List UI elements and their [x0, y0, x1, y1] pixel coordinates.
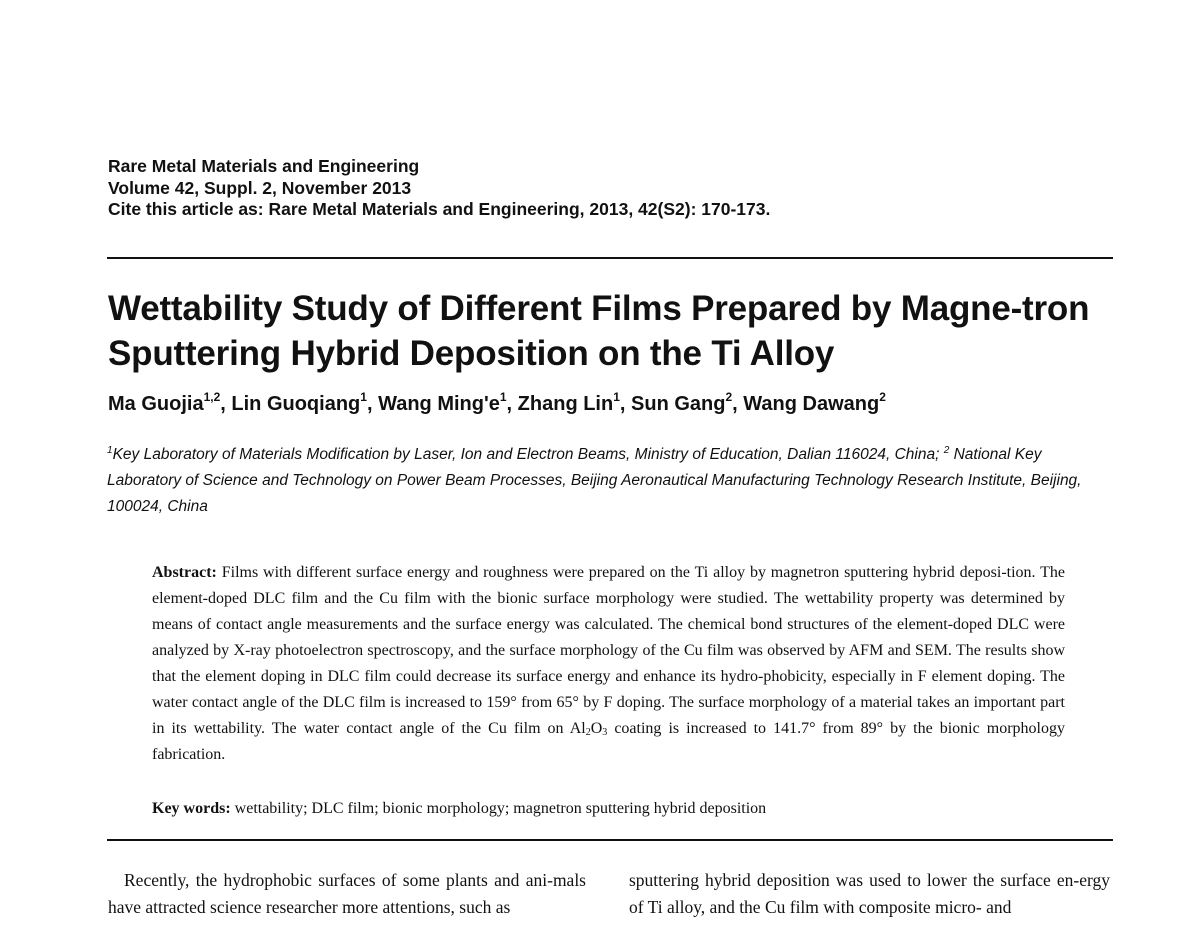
author	[378, 390, 518, 415]
author-separator: ,	[732, 393, 744, 415]
abstract	[152, 560, 1065, 768]
affiliation-text: National Key Laboratory of Science and Technology on Power Beam Processes, Beijing Aeronautical Manufacturing Technology Research Institute, Beijing, 100024, China	[107, 446, 1082, 515]
author	[517, 390, 632, 415]
author-separator: ,	[366, 393, 379, 415]
author-affiliation-mark: 2	[725, 390, 733, 404]
author	[231, 390, 379, 415]
keywords	[152, 796, 1065, 822]
journal-volume: Volume 42, Suppl. 2, November 2013	[108, 177, 412, 198]
author	[108, 390, 232, 415]
body-left-column: Recently, the hydrophobic surfaces of some plants and ani-mals have attracted science researcher more attentions, such as	[108, 870, 586, 917]
author-separator: ,	[506, 393, 518, 415]
author-affiliation-mark: 2	[879, 390, 886, 404]
author-name: Wang Dawang	[743, 393, 880, 415]
journal-header	[108, 156, 770, 221]
author-name: Lin Guoqiang	[231, 393, 361, 415]
journal-name: Rare Metal Materials and Engineering	[108, 156, 420, 176]
keywords-text: wettability; DLC film; bionic morphology; magnetron sputtering hybrid deposition	[230, 800, 767, 817]
author	[743, 390, 886, 415]
author-affiliation-mark: 1	[613, 390, 620, 404]
author-affiliation-mark: 1,2	[203, 390, 221, 404]
affiliation-mark: 1	[107, 445, 113, 456]
author-affiliation-mark: 1	[360, 390, 367, 404]
abstract-label: Abstract:	[152, 564, 217, 581]
abstract-text: Films with different surface energy and roughness were prepared on the Ti alloy by magnetron sputtering hybrid deposi-tion. The element-doped DLC film and the Cu film with the bionic surface morphology were studied. The wettability property was determined by means of contact angle measurements and the surface energy was calculated. The chemical bond structures of the element-doped DLC were analyzed by X-ray photoelectron spectroscopy, and the surface morphology of the Cu film was observed by AFM and SEM. The results show that the element doping in DLC film could decrease its surface energy and enhance its hydro-phobicity, especially in F element doping. The water contact angle of the DLC film is increased to 159° from 65° by F doping. The surface morphology of a material takes an important part in its wettability. The water contact angle of the Cu film on Al	[152, 564, 1065, 737]
formula-subscript: 2	[585, 727, 591, 738]
abstract-text: coating is increased to 141.7° from 89° by the bionic morphology fabrication.	[152, 720, 1065, 763]
keywords-label: Key words:	[152, 800, 231, 817]
author-list	[108, 390, 886, 418]
author-name: Zhang Lin	[517, 393, 614, 415]
body-right-column: sputtering hybrid deposition was used to lower the surface en-ergy of Ti alloy, and the Cu film with composite micro- and	[629, 870, 1110, 917]
author-name: Sun Gang	[631, 393, 726, 415]
formula-subscript: 3	[602, 727, 608, 738]
author-separator: ,	[619, 393, 632, 415]
affiliation-text: Key Laboratory of Materials Modification by Laser, Ion and Electron Beams, Ministry of Education, Dalian 116024, China;	[112, 446, 944, 463]
author	[631, 390, 744, 415]
bottom-divider	[107, 839, 1113, 841]
author-name: Ma Guojia	[108, 393, 204, 415]
journal-citation: Cite this article as: Rare Metal Materials and Engineering, 2013, 42(S2): 170-173.	[108, 199, 771, 219]
top-divider	[107, 257, 1113, 259]
author-name: Wang Ming'e	[378, 393, 500, 415]
formula-text: O	[590, 720, 603, 737]
affiliations	[107, 442, 1115, 520]
affiliation-mark: 2	[943, 445, 950, 456]
article-title: Wettability Study of Different Films Prepared by Magne-tron Sputtering Hybrid Deposition on the Ti Alloy	[108, 289, 1090, 373]
author-affiliation-mark: 1	[499, 390, 507, 404]
author-separator: ,	[220, 393, 232, 415]
